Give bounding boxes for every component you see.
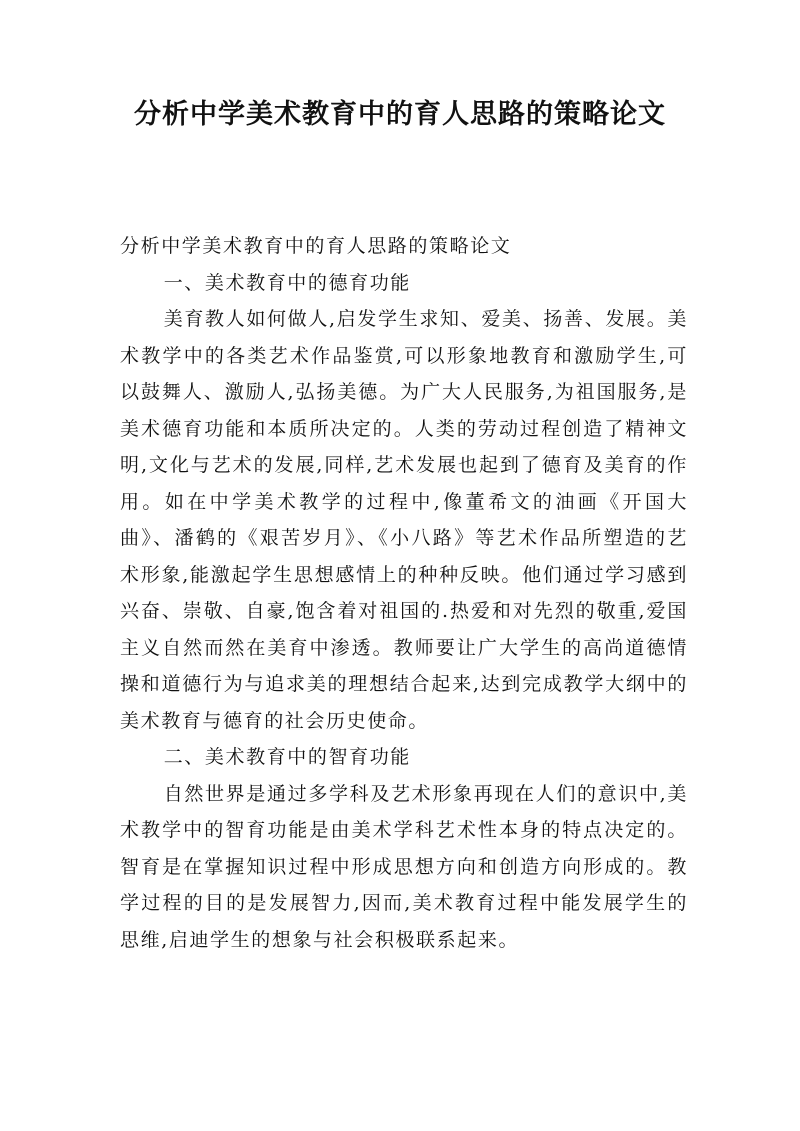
section-heading-intellectual: 二、美术教育中的智育功能 [163, 746, 411, 768]
document-body [120, 228, 688, 958]
subject-line: 分析中学美术教育中的育人思路的策略论文 [120, 235, 512, 257]
document-title: 分析中学美术教育中的育人思路的策略论文 [134, 99, 666, 130]
paragraph-moral-function: 美育教人如何做人,启发学生求知、爱美、扬善、发展。美术教学中的各类艺术作品鉴赏,可以形象地教育和激励学生,可以鼓舞人、激励人,弘扬美德。为广大人民服务,为祖国服务,是美术德育功能和本质所决定的。人类的劳动过程创造了精神文明,文化与艺术的发展,同样,艺术发展也起到了德育及美育的作用。如在中学美术教学的过程中,像董希文的油画《开国大曲》、潘鹤的《艰苦岁月》、《小八路》等艺术作品所塑造的艺术形象,能激起学生思想感情上的种种反映。他们通过学习感到兴奋、崇敬、自豪,饱含着对祖国的.热爱和对先烈的敬重,爱国主义自然而然在美育中渗透。教师要让广大学生的高尚道德情操和道德行为与追求美的理想结合起来,达到完成教学大纲中的美术教育与德育的社会历史使命。 [120, 308, 688, 732]
paragraph-intellectual-function: 自然世界是通过多学科及艺术形象再现在人们的意识中,美术教学中的智育功能是由美术学科艺术性本身的特点决定的。智育是在掌握知识过程中形成思想方向和创造方向形成的。教学过程的目的是发展智力,因而,美术教育过程中能发展学生的思维,启迪学生的想象与社会积极联系起来。 [120, 782, 688, 951]
section-heading-moral: 一、美术教育中的德育功能 [163, 271, 411, 294]
